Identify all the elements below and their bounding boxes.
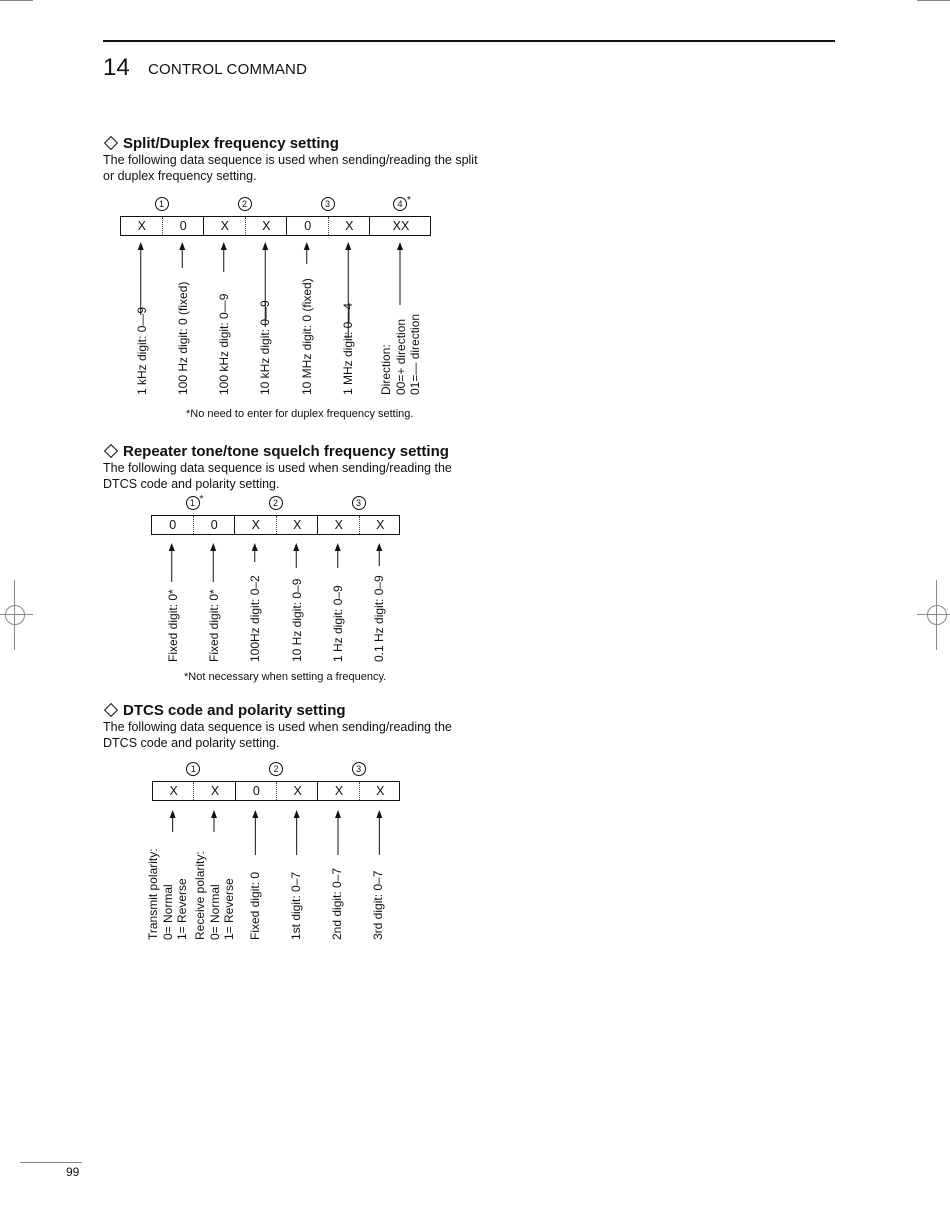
field-label-line: 10 Hz digit: 0–9 — [290, 578, 304, 662]
field-label-line: Transmit polarity: — [146, 848, 160, 940]
sequence-cell: 0 — [252, 784, 260, 798]
arrow-head-icon — [169, 543, 175, 551]
footnote: *Not necessary when setting a frequency. — [184, 671, 387, 683]
field-label-line: Fixed digit: 0* — [207, 589, 221, 662]
circled-number-marker: 1 — [186, 496, 200, 510]
field-label-line: 2nd digit: 0–7 — [330, 867, 344, 940]
arrow-head-icon — [345, 242, 351, 250]
field-label-line: 3rd digit: 0–7 — [371, 870, 385, 940]
arrow-head-icon — [376, 543, 382, 551]
field-label-line: 1= Reverse — [175, 878, 189, 940]
sequence-cell: X — [334, 784, 344, 798]
circled-number-marker: 3 — [352, 496, 366, 510]
arrow-head-icon — [262, 242, 268, 250]
sequence-cell: X — [293, 784, 302, 798]
sequence-cell: X — [376, 784, 385, 798]
sequence-cell: X — [334, 518, 343, 532]
arrow-head-icon — [211, 810, 217, 818]
circled-number-marker: 2 — [238, 197, 252, 211]
sequence-cell: 0 — [169, 518, 177, 532]
page-number: 99 — [66, 1165, 80, 1179]
field-label-line: 00=+ direction — [393, 318, 408, 395]
field-label-line: 0= Normal — [207, 884, 222, 940]
field-label-line: 1 Hz digit: 0–9 — [331, 585, 345, 662]
circled-number-marker: 1 — [186, 762, 200, 776]
section-description: The following data sequence is used when sending/reading the split or duplex frequency setting. — [103, 153, 478, 183]
section-title-text: Split/Duplex frequency setting — [123, 135, 339, 152]
arrow-head-icon — [294, 810, 300, 818]
field-label-line: 1 kHz digit: 0—9 — [135, 306, 149, 395]
circled-number-marker: 2 — [269, 762, 283, 776]
sequence-cell: X — [345, 219, 354, 233]
circled-number-marker: 3 — [352, 762, 366, 776]
marker-asterisk: * — [407, 195, 411, 206]
arrow-head-icon — [335, 543, 341, 551]
sequence-cell: X — [169, 784, 178, 798]
sequence-cell: X — [210, 784, 220, 798]
arrow-head-icon — [252, 543, 258, 551]
field-label-line: Fixed digit: 0* — [166, 589, 180, 662]
arrow-head-icon — [304, 242, 310, 250]
section-title-text: Repeater tone/tone squelch frequency setting — [123, 443, 449, 460]
field-label-line: 10 MHz digit: 0 (fixed) — [300, 278, 314, 395]
field-label-line: 0.1 Hz digit: 0–9 — [372, 575, 386, 662]
arrow-head-icon — [179, 242, 185, 250]
arrow-head-icon — [335, 810, 341, 818]
sequence-cell: XX — [392, 219, 410, 233]
footnote: *No need to enter for duplex frequency setting. — [186, 408, 414, 420]
circled-number-marker: 3 — [321, 197, 335, 211]
field-label-line: 1= Reverse — [222, 878, 236, 940]
arrow-head-icon — [170, 810, 176, 818]
field-label-line: Fixed digit: 0 — [248, 871, 262, 940]
arrow-head-icon — [293, 543, 299, 551]
sequence-cell: X — [251, 518, 260, 532]
sequence-cell: 0 — [210, 518, 218, 532]
field-label-line: 10 kHz digit: 0—9 — [258, 300, 272, 395]
field-label-line: 0= Normal — [160, 884, 175, 940]
field-label-line: 1st digit: 0–7 — [289, 871, 303, 940]
circled-number-marker: 2 — [269, 496, 283, 510]
sequence-cell: X — [293, 518, 302, 532]
sequence-cell: X — [137, 219, 146, 233]
field-label-line: Receive polarity: — [193, 851, 207, 940]
sequence-cell: 0 — [179, 219, 187, 233]
sequence-cell: X — [262, 219, 271, 233]
field-label-line: Direction: — [378, 344, 393, 395]
marker-asterisk: * — [199, 494, 204, 505]
circled-number-marker: 1 — [155, 197, 169, 211]
section-description: The following data sequence is used when sending/reading the DTCS code and polarity setting. — [103, 720, 452, 750]
field-label-line: 100 Hz digit: 0 (fixed) — [176, 281, 190, 395]
section-title-text: DTCS code and polarity setting — [123, 702, 346, 719]
field-label-line: 100 kHz digit: 0—9 — [217, 293, 231, 395]
field-label-line: 100Hz digit: 0–2 — [248, 575, 262, 662]
arrow-head-icon — [221, 242, 227, 250]
field-label-line: 1 MHz digit: 0—4 — [341, 302, 355, 395]
chapter-title: CONTROL COMMAND — [148, 61, 308, 78]
arrow-head-icon — [138, 242, 144, 250]
field-label-line: 01=— direction — [407, 313, 422, 395]
chapter-number: 14 — [103, 54, 130, 81]
arrow-head-icon — [397, 242, 403, 250]
arrow-head-icon — [376, 810, 382, 818]
sequence-cell: X — [220, 219, 229, 233]
circled-number-marker: 4 — [393, 197, 407, 211]
arrow-head-icon — [252, 810, 258, 818]
sequence-cell: 0 — [304, 219, 312, 233]
sequence-cell: X — [376, 518, 385, 532]
arrow-head-icon — [210, 543, 216, 551]
section-description: The following data sequence is used when sending/reading the DTCS code and polarity setting. — [103, 461, 452, 491]
